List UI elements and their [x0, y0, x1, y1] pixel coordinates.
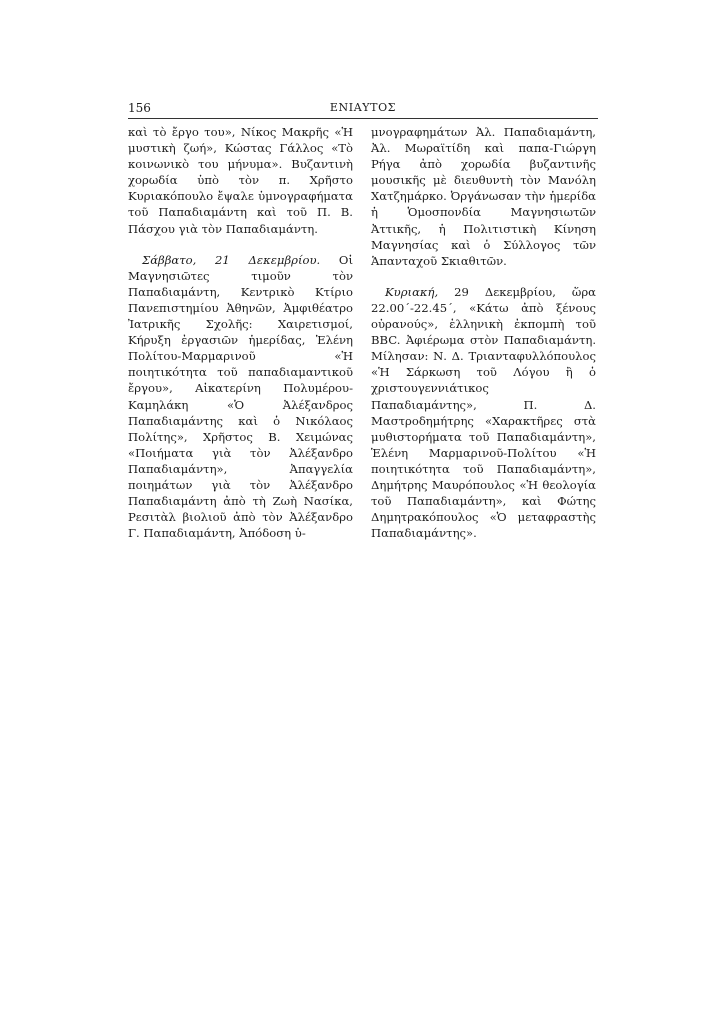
- right-paragraph-2-text: 29 Δεκεμβρίου, ὥρα 22.00΄-22.45΄, «Κάτω ἀπὸ ξένους οὐρανούς», ἑλληνικὴ ἐκπομπὴ τοῦ BBC. Ἀφιέρωμα στὸν Παπαδιαμάντη. Μίλησαν: Ν. Δ. Τριανταφυλλόπουλος «Ἡ Σάρκωση τοῦ Λόγου ἢ ὁ χριστουγεννιάτικος Παπαδιαμάντης», Π. Δ. Μαστροδημήτρης «Χαρακτῆρες στὰ μυθιστορήματα τοῦ Παπαδιαμάντη», Ἑλένη Μαρμαρινοῦ-Πολίτου «Ἡ ποιητικότητα τοῦ Παπαδιαμάντη», Δημήτρης Μαυρόπουλος «Ἡ θεολογία τοῦ Παπαδιαμάντη», καὶ Φώτης Δημητρακόπουλος «Ὁ μεταφραστὴς Παπαδιαμάντης».: [371, 284, 596, 541]
- right-paragraph-1: μνογραφημάτων Ἀλ. Παπαδιαμάντη, Ἀλ. Μωραϊτίδη καὶ παπα-Γιώργη Ρήγα ἀπὸ χορωδία βυζαντινῆς μουσικῆς μὲ διευθυντὴ τὸν Μανόλη Χατζημάρκο. Ὀργάνωσαν τὴν ἡμερίδα ἡ Ὁμοσπονδία Μαγνησιωτῶν Ἀττικῆς, ἡ Πολιτιστικὴ Κίνηση Μαγνησίας καὶ ὁ Σύλλογος τῶν Ἁπανταχοῦ Σκιαθιτῶν.: [371, 125, 596, 268]
- right-column: [371, 124, 596, 541]
- paragraph-gap: [371, 269, 596, 284]
- date-sunday: Κυριακή,: [385, 284, 439, 299]
- paragraph-gap: [128, 237, 353, 252]
- left-paragraph-2-text: Οἱ Μαγνησιῶτες τιμοῦν τὸν Παπαδιαμάντη, Κεντρικὸ Κτίριο Πανεπιστημίου Ἀθηνῶν, Ἀμφιθέατρο Ἰατρικῆς Σχολῆς: Χαιρετισμοί, Κήρυξη ἐργασιῶν ἡμερίδας, Ἑλένη Πολίτου-Μαρμαρινοῦ «Ἡ ποιητικότητα τοῦ παπαδιαμαντικοῦ ἔργου», Αἰκατερίνη Πολυμέρου-Καμηλάκη «Ὁ Ἀλέξανδρος Παπαδιαμάντης καὶ ὁ Νικόλαος Πολίτης», Χρῆστος Β. Χειμώνας «Ποιήματα γιὰ τὸν Ἀλέξανδρο Παπαδιαμάντη», Ἀπαγγελία ποιημάτων γιὰ τὸν Ἀλέξανδρο Παπαδιαμάντη ἀπὸ τὴ Ζωὴ Νασίκα, Ρεσιτὰλ βιολιοῦ ἀπὸ τὸν Ἀλέξανδρο Γ. Παπαδιαμάντη, Ἀπόδοση ὑ-: [128, 252, 353, 541]
- page-number: 156: [128, 101, 151, 115]
- right-paragraph-2: [371, 284, 596, 542]
- header-rule: [128, 118, 598, 119]
- date-saturday: Σάββατο, 21 Δεκεμβρίου.: [142, 252, 321, 267]
- running-title: ΕΝΙΑΥΤΟΣ: [329, 101, 397, 114]
- left-paragraph-2: [128, 252, 353, 542]
- left-column: [128, 124, 353, 541]
- running-header: [128, 99, 598, 117]
- left-paragraph-1: καὶ τὸ ἔργο του», Νίκος Μακρῆς «Ἡ μυστικὴ ζωή», Κώστας Γάλλος «Τὸ κοινωνικὸ του μήνυμα». Βυζαντινὴ χορωδία ὑπὸ τὸν π. Χρῆστο Κυριακόπουλο ἔψαλε ὑμνογραφήματα τοῦ Παπαδιαμάντη καὶ τοῦ Π. Β. Πάσχου γιὰ τὸν Παπαδιαμάντη.: [128, 125, 353, 236]
